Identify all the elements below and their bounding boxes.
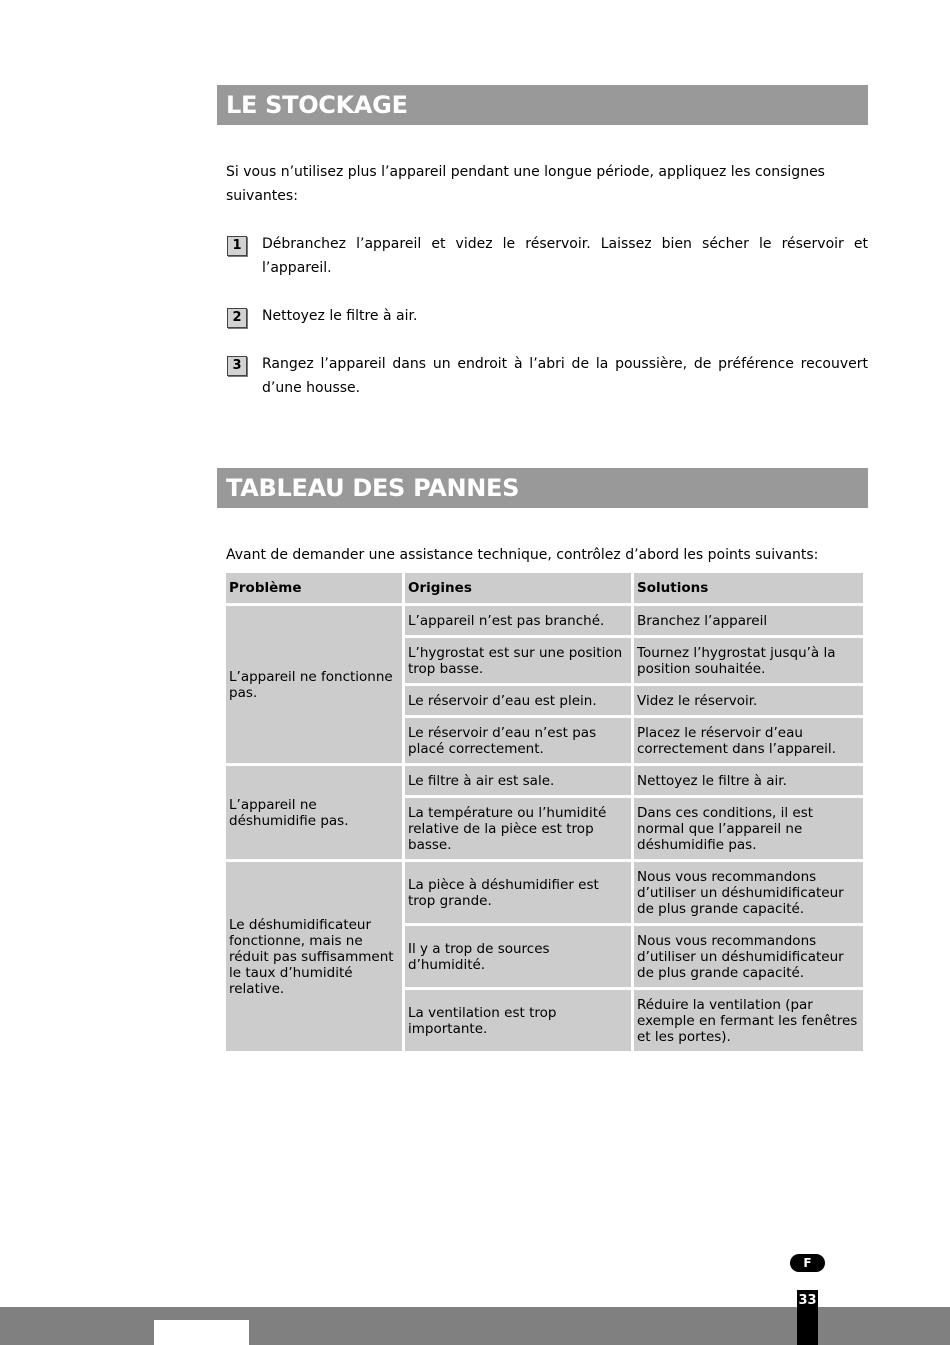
solution-cell: Nous vous recommandons d’utiliser un déshumidificateur de plus grande capacité. — [634, 926, 863, 987]
problem-cell: Le déshumidificateur fonctionne, mais ne réduit pas suffisamment le taux d’humidité relative. — [226, 862, 402, 1051]
solution-cell: Placez le réservoir d’eau correctement dans l’appareil. — [634, 718, 863, 763]
step-text: Débranchez l’appareil et videz le réservoir. Laissez bien sécher le réservoir et l’appareil. — [262, 236, 868, 276]
table-row — [226, 606, 863, 635]
solution-cell: Dans ces conditions, il est normal que l’appareil ne déshumidifie pas. — [634, 798, 863, 859]
storage-section-title: LE STOCKAGE — [217, 85, 868, 125]
solution-cell: Nous vous recommandons d’utiliser un déshumidificateur de plus grande capacité. — [634, 862, 863, 923]
origin-cell: L’hygrostat est sur une position trop basse. — [405, 638, 631, 683]
problem-cell: L’appareil ne déshumidifie pas. — [226, 766, 402, 859]
step-number-badge: 1 — [227, 236, 247, 256]
solution-cell: Tournez l’hygrostat jusqu’à la position souhaitée. — [634, 638, 863, 683]
step-text: Nettoyez le filtre à air. — [262, 308, 418, 324]
solution-cell: Nettoyez le filtre à air. — [634, 766, 863, 795]
language-badge: F — [790, 1254, 825, 1272]
step-number-badge: 2 — [227, 308, 247, 328]
solution-cell: Videz le réservoir. — [634, 686, 863, 715]
origin-cell: La pièce à déshumidifier est trop grande. — [405, 862, 631, 923]
faults-section-title: TABLEAU DES PANNES — [217, 468, 868, 508]
origin-cell: Le filtre à air est sale. — [405, 766, 631, 795]
origin-cell: La ventilation est trop importante. — [405, 990, 631, 1051]
storage-intro: Si vous n’utilisez plus l’appareil pendant une longue période, appliquez les consignes suivantes: — [226, 164, 825, 204]
origin-cell: La température ou l’humidité relative de la pièce est trop basse. — [405, 798, 631, 859]
origin-cell: Le réservoir d’eau est plein. — [405, 686, 631, 715]
troubleshooting-table — [223, 570, 866, 1054]
step-number-badge: 3 — [227, 356, 247, 376]
faults-intro: Avant de demander une assistance technique, contrôlez d’abord les points suivants: — [226, 547, 819, 563]
footer-white-block — [154, 1320, 249, 1345]
step-text: Rangez l’appareil dans un endroit à l’abri de la poussière, de préférence recouvert d’une housse. — [262, 356, 868, 396]
header-problem: Problème — [226, 573, 402, 603]
origin-cell: Le réservoir d’eau n’est pas placé correctement. — [405, 718, 631, 763]
problem-cell: L’appareil ne fonctionne pas. — [226, 606, 402, 763]
header-origins: Origines — [405, 573, 631, 603]
origin-cell: Il y a trop de sources d’humidité. — [405, 926, 631, 987]
table-header-row — [226, 573, 863, 603]
solution-cell: Réduire la ventilation (par exemple en fermant les fenêtres et les portes). — [634, 990, 863, 1051]
header-solutions: Solutions — [634, 573, 863, 603]
page-number: 33 — [797, 1290, 818, 1345]
table-row — [226, 862, 863, 923]
origin-cell: L’appareil n’est pas branché. — [405, 606, 631, 635]
table-row — [226, 766, 863, 795]
solution-cell: Branchez l’appareil — [634, 606, 863, 635]
